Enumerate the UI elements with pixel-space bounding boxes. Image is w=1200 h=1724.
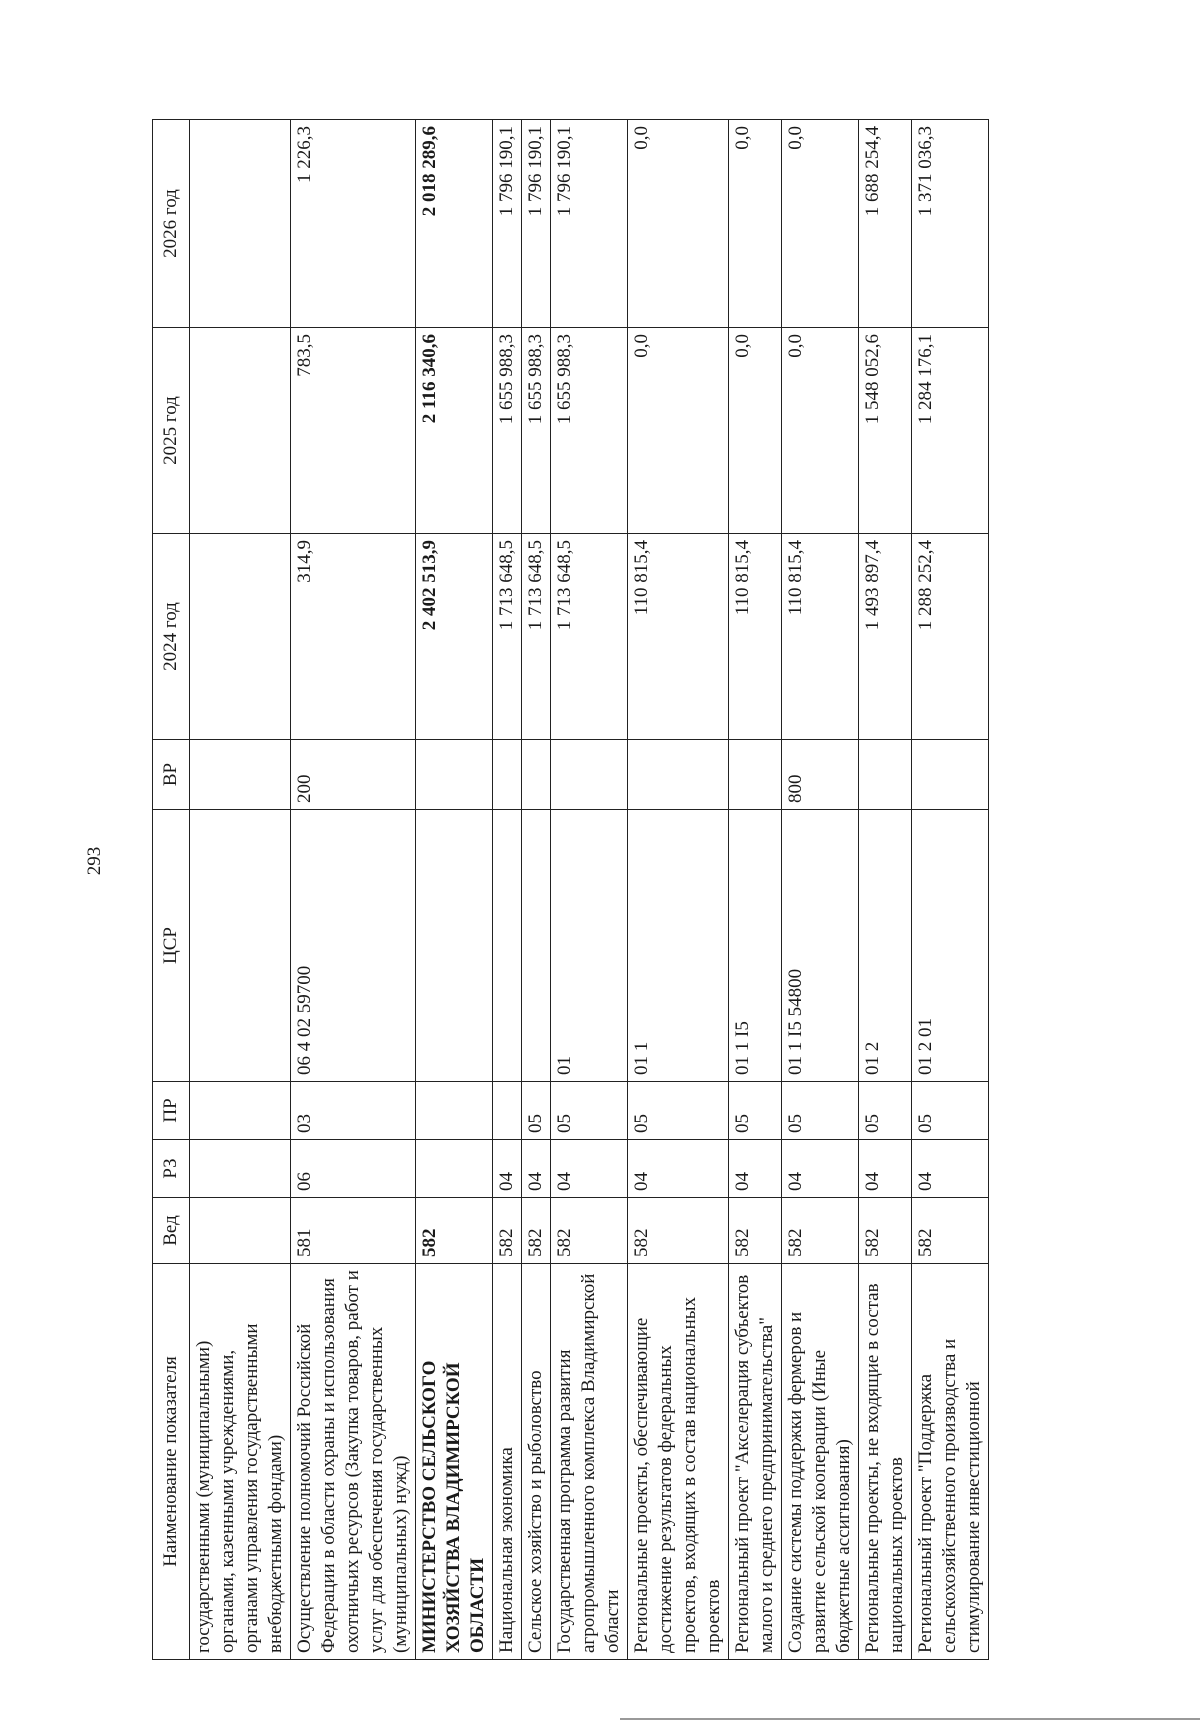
table-row [493, 120, 522, 1660]
cell-y2026: 1 371 036,3 [912, 120, 989, 328]
cell-rz: 04 [782, 1140, 859, 1198]
cell-y2026: 1 796 190,1 [493, 120, 522, 328]
table-body [190, 120, 989, 1660]
cell-y2024: 314,9 [291, 534, 416, 740]
cell-name: Государственная программа развития агропромышленного комплекса Владимирской области [551, 1264, 628, 1660]
cell-rz: 04 [493, 1140, 522, 1198]
table-row [729, 120, 782, 1660]
cell-csr: 06 4 02 59700 [291, 810, 416, 1082]
cell-y2024: 1 493 897,4 [859, 534, 912, 740]
cell-vr [416, 740, 493, 810]
cell-csr: 01 2 01 [912, 810, 989, 1082]
table-row [782, 120, 859, 1660]
cell-y2026: 1 226,3 [291, 120, 416, 328]
header-ved: Вед [153, 1198, 190, 1264]
cell-csr: 01 [551, 810, 628, 1082]
cell-y2026 [190, 120, 291, 328]
cell-pr: 05 [551, 1082, 628, 1140]
table-row [190, 120, 291, 1660]
cell-y2024: 110 815,4 [729, 534, 782, 740]
cell-vr [493, 740, 522, 810]
cell-vr [859, 740, 912, 810]
header-2025: 2025 год [153, 328, 190, 534]
cell-y2025: 2 116 340,6 [416, 328, 493, 534]
table-row [522, 120, 551, 1660]
cell-name: Региональные проекты, обеспечивающие достижение результатов федеральных проектов, входящих в состав национальных проектов [628, 1264, 729, 1660]
cell-y2025: 0,0 [628, 328, 729, 534]
cell-y2025: 1 655 988,3 [551, 328, 628, 534]
cell-rz: 04 [522, 1140, 551, 1198]
cell-name: Национальная экономика [493, 1264, 522, 1660]
cell-y2025: 783,5 [291, 328, 416, 534]
cell-y2024: 1 713 648,5 [493, 534, 522, 740]
cell-csr [190, 810, 291, 1082]
cell-name: Осуществление полномочий Российской Федерации в области охраны и использования охотничьих ресурсов (Закупка товаров, работ и услуг для обеспечения государственных (муниципальных) нужд) [291, 1264, 416, 1660]
cell-ved [190, 1198, 291, 1264]
cell-vr [628, 740, 729, 810]
cell-y2026: 1 688 254,4 [859, 120, 912, 328]
cell-vr [522, 740, 551, 810]
page-edge-line [620, 1718, 1200, 1720]
table-row [291, 120, 416, 1660]
cell-ved: 582 [782, 1198, 859, 1264]
cell-y2025: 1 655 988,3 [493, 328, 522, 534]
cell-name: Региональный проект "Акселерация субъектов малого и среднего предпринимательства" [729, 1264, 782, 1660]
cell-y2025 [190, 328, 291, 534]
cell-y2024: 1 288 252,4 [912, 534, 989, 740]
header-vr: ВР [153, 740, 190, 810]
cell-y2025: 0,0 [782, 328, 859, 534]
cell-ved: 582 [729, 1198, 782, 1264]
cell-rz: 04 [912, 1140, 989, 1198]
cell-y2024: 2 402 513,9 [416, 534, 493, 740]
cell-ved: 582 [551, 1198, 628, 1264]
cell-y2025: 1 284 176,1 [912, 328, 989, 534]
header-2026: 2026 год [153, 120, 190, 328]
cell-y2024: 110 815,4 [782, 534, 859, 740]
cell-pr: 05 [912, 1082, 989, 1140]
cell-y2026: 0,0 [628, 120, 729, 328]
budget-table [152, 119, 989, 1660]
cell-name: Создание системы поддержки фермеров и развитие сельской кооперации (Иные бюджетные ассигнования) [782, 1264, 859, 1660]
cell-ved: 582 [493, 1198, 522, 1264]
cell-y2025: 1 655 988,3 [522, 328, 551, 534]
cell-rz: 04 [859, 1140, 912, 1198]
page-number: 293 [84, 846, 105, 876]
cell-y2024: 1 713 648,5 [551, 534, 628, 740]
cell-vr [190, 740, 291, 810]
cell-csr: 01 1 I5 [729, 810, 782, 1082]
cell-pr: 03 [291, 1082, 416, 1140]
cell-y2024: 110 815,4 [628, 534, 729, 740]
cell-rz: 04 [729, 1140, 782, 1198]
cell-y2024: 1 713 648,5 [522, 534, 551, 740]
cell-name: Региональные проекты, не входящие в состав национальных проектов [859, 1264, 912, 1660]
cell-csr [416, 810, 493, 1082]
cell-y2026: 2 018 289,6 [416, 120, 493, 328]
table-row [859, 120, 912, 1660]
header-pr: ПР [153, 1082, 190, 1140]
cell-y2024 [190, 534, 291, 740]
cell-pr [416, 1082, 493, 1140]
cell-csr: 01 1 I5 54800 [782, 810, 859, 1082]
cell-name: Сельское хозяйство и рыболовство [522, 1264, 551, 1660]
cell-rz [416, 1140, 493, 1198]
cell-rz: 06 [291, 1140, 416, 1198]
cell-csr: 01 2 [859, 810, 912, 1082]
table-row [551, 120, 628, 1660]
cell-y2026: 1 796 190,1 [551, 120, 628, 328]
cell-vr: 200 [291, 740, 416, 810]
cell-ved: 582 [859, 1198, 912, 1264]
header-name: Наименование показателя [153, 1264, 190, 1660]
cell-name: государственными (муниципальными) органами, казенными учреждениями, органами управления государственными внебюджетными фондами) [190, 1264, 291, 1660]
cell-csr [493, 810, 522, 1082]
cell-y2026: 0,0 [729, 120, 782, 328]
cell-csr: 01 1 [628, 810, 729, 1082]
cell-rz: 04 [628, 1140, 729, 1198]
cell-pr: 05 [782, 1082, 859, 1140]
cell-pr: 05 [522, 1082, 551, 1140]
table-row [628, 120, 729, 1660]
cell-pr: 05 [859, 1082, 912, 1140]
cell-vr: 800 [782, 740, 859, 810]
header-csr: ЦСР [153, 810, 190, 1082]
header-rz: РЗ [153, 1140, 190, 1198]
cell-csr [522, 810, 551, 1082]
cell-ved: 582 [912, 1198, 989, 1264]
table-row [912, 120, 989, 1660]
cell-name: МИНИСТЕРСТВО СЕЛЬСКОГО ХОЗЯЙСТВА ВЛАДИМИРСКОЙ ОБЛАСТИ [416, 1264, 493, 1660]
cell-pr [493, 1082, 522, 1140]
cell-rz: 04 [551, 1140, 628, 1198]
cell-rz [190, 1140, 291, 1198]
cell-ved: 582 [416, 1198, 493, 1264]
cell-pr: 05 [628, 1082, 729, 1140]
header-2024: 2024 год [153, 534, 190, 740]
cell-vr [912, 740, 989, 810]
cell-pr: 05 [729, 1082, 782, 1140]
cell-ved: 581 [291, 1198, 416, 1264]
cell-vr [729, 740, 782, 810]
cell-y2026: 1 796 190,1 [522, 120, 551, 328]
cell-ved: 582 [628, 1198, 729, 1264]
cell-ved: 582 [522, 1198, 551, 1264]
cell-y2026: 0,0 [782, 120, 859, 328]
cell-y2025: 1 548 052,6 [859, 328, 912, 534]
rotated-table-wrapper [152, 120, 1152, 1660]
cell-y2025: 0,0 [729, 328, 782, 534]
cell-pr [190, 1082, 291, 1140]
cell-name: Региональный проект "Поддержка сельскохозяйственного производства и стимулирование инвестиционной [912, 1264, 989, 1660]
cell-vr [551, 740, 628, 810]
table-row [416, 120, 493, 1660]
header-row [153, 120, 190, 1660]
